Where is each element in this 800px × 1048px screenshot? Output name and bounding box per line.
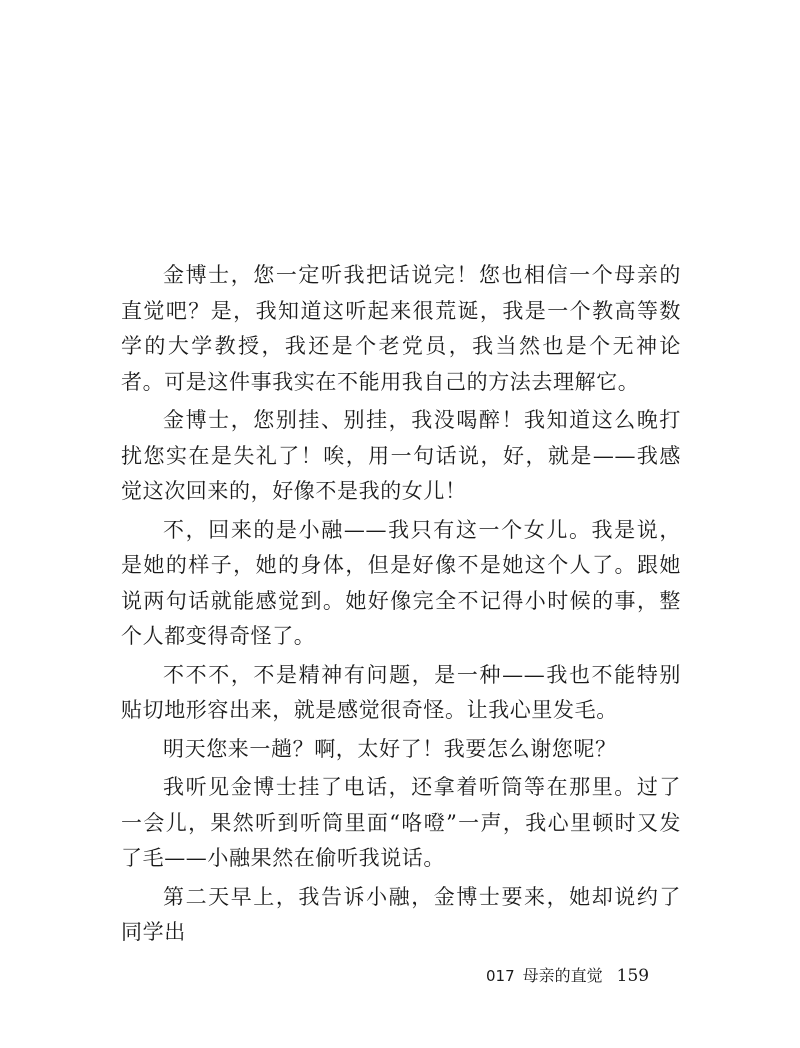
page-number: 159 <box>616 966 650 986</box>
body-text <box>121 258 681 954</box>
paragraph-1: 金博士，您一定听我把话说完！您也相信一个母亲的直觉吧？是，我知道这听起来很荒诞，我是一个教高等数学的大学教授，我还是个老党员，我当然也是个无神论者。可是这件事我实在不能用我自己的方法去理解它。 <box>121 263 681 394</box>
paragraph-6: 我听见金博士挂了电话，还拿着听筒等在那里。过了一会儿，果然听到听筒里面“咯噔”一声，我心里顿时又发了毛——小融果然在偷听我说话。 <box>121 775 681 870</box>
paragraph-5: 明天您来一趟？啊，太好了！我要怎么谢您呢？ <box>163 736 617 761</box>
chapter-title: 母亲的直觉 <box>522 966 603 985</box>
paragraph-4: 不不不，不是精神有问题，是一种——我也不能特别贴切地形容出来，就是感觉很奇怪。让我心里发毛。 <box>121 662 681 722</box>
paragraph-2: 金博士，您别挂、别挂，我没喝醉！我知道这么晚打扰您实在是失礼了！唉，用一句话说，好，就是——我感觉这次回来的，好像不是我的女儿！ <box>121 408 681 503</box>
paragraph-3: 不，回来的是小融——我只有这一个女儿。我是说，是她的样子，她的身体，但是好像不是她这个人了。跟她说两句话就能感觉到。她好像完全不记得小时候的事，整个人都变得奇怪了。 <box>121 517 681 648</box>
page-footer <box>486 961 706 991</box>
chapter-number: 017 <box>486 967 515 985</box>
paragraph-7: 第二天早上，我告诉小融，金博士要来，她却说约了同学出 <box>121 884 681 944</box>
